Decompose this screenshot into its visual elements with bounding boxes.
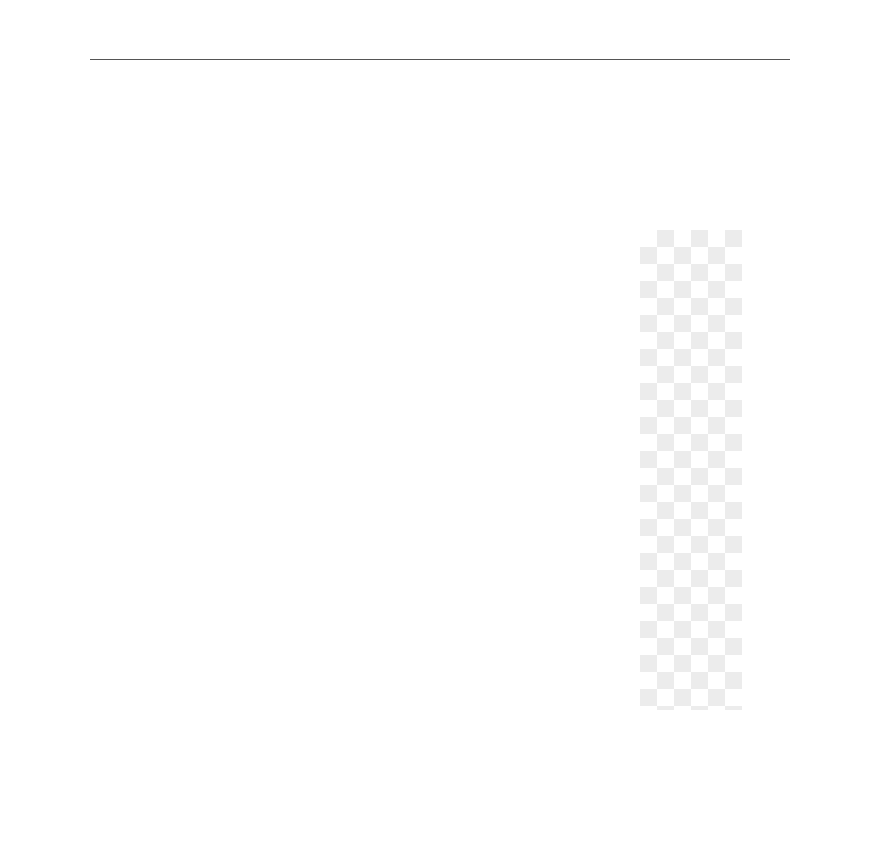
page-header: [90, 40, 790, 60]
header-divider: [90, 59, 790, 60]
watermark-checker-pattern: [640, 230, 742, 710]
